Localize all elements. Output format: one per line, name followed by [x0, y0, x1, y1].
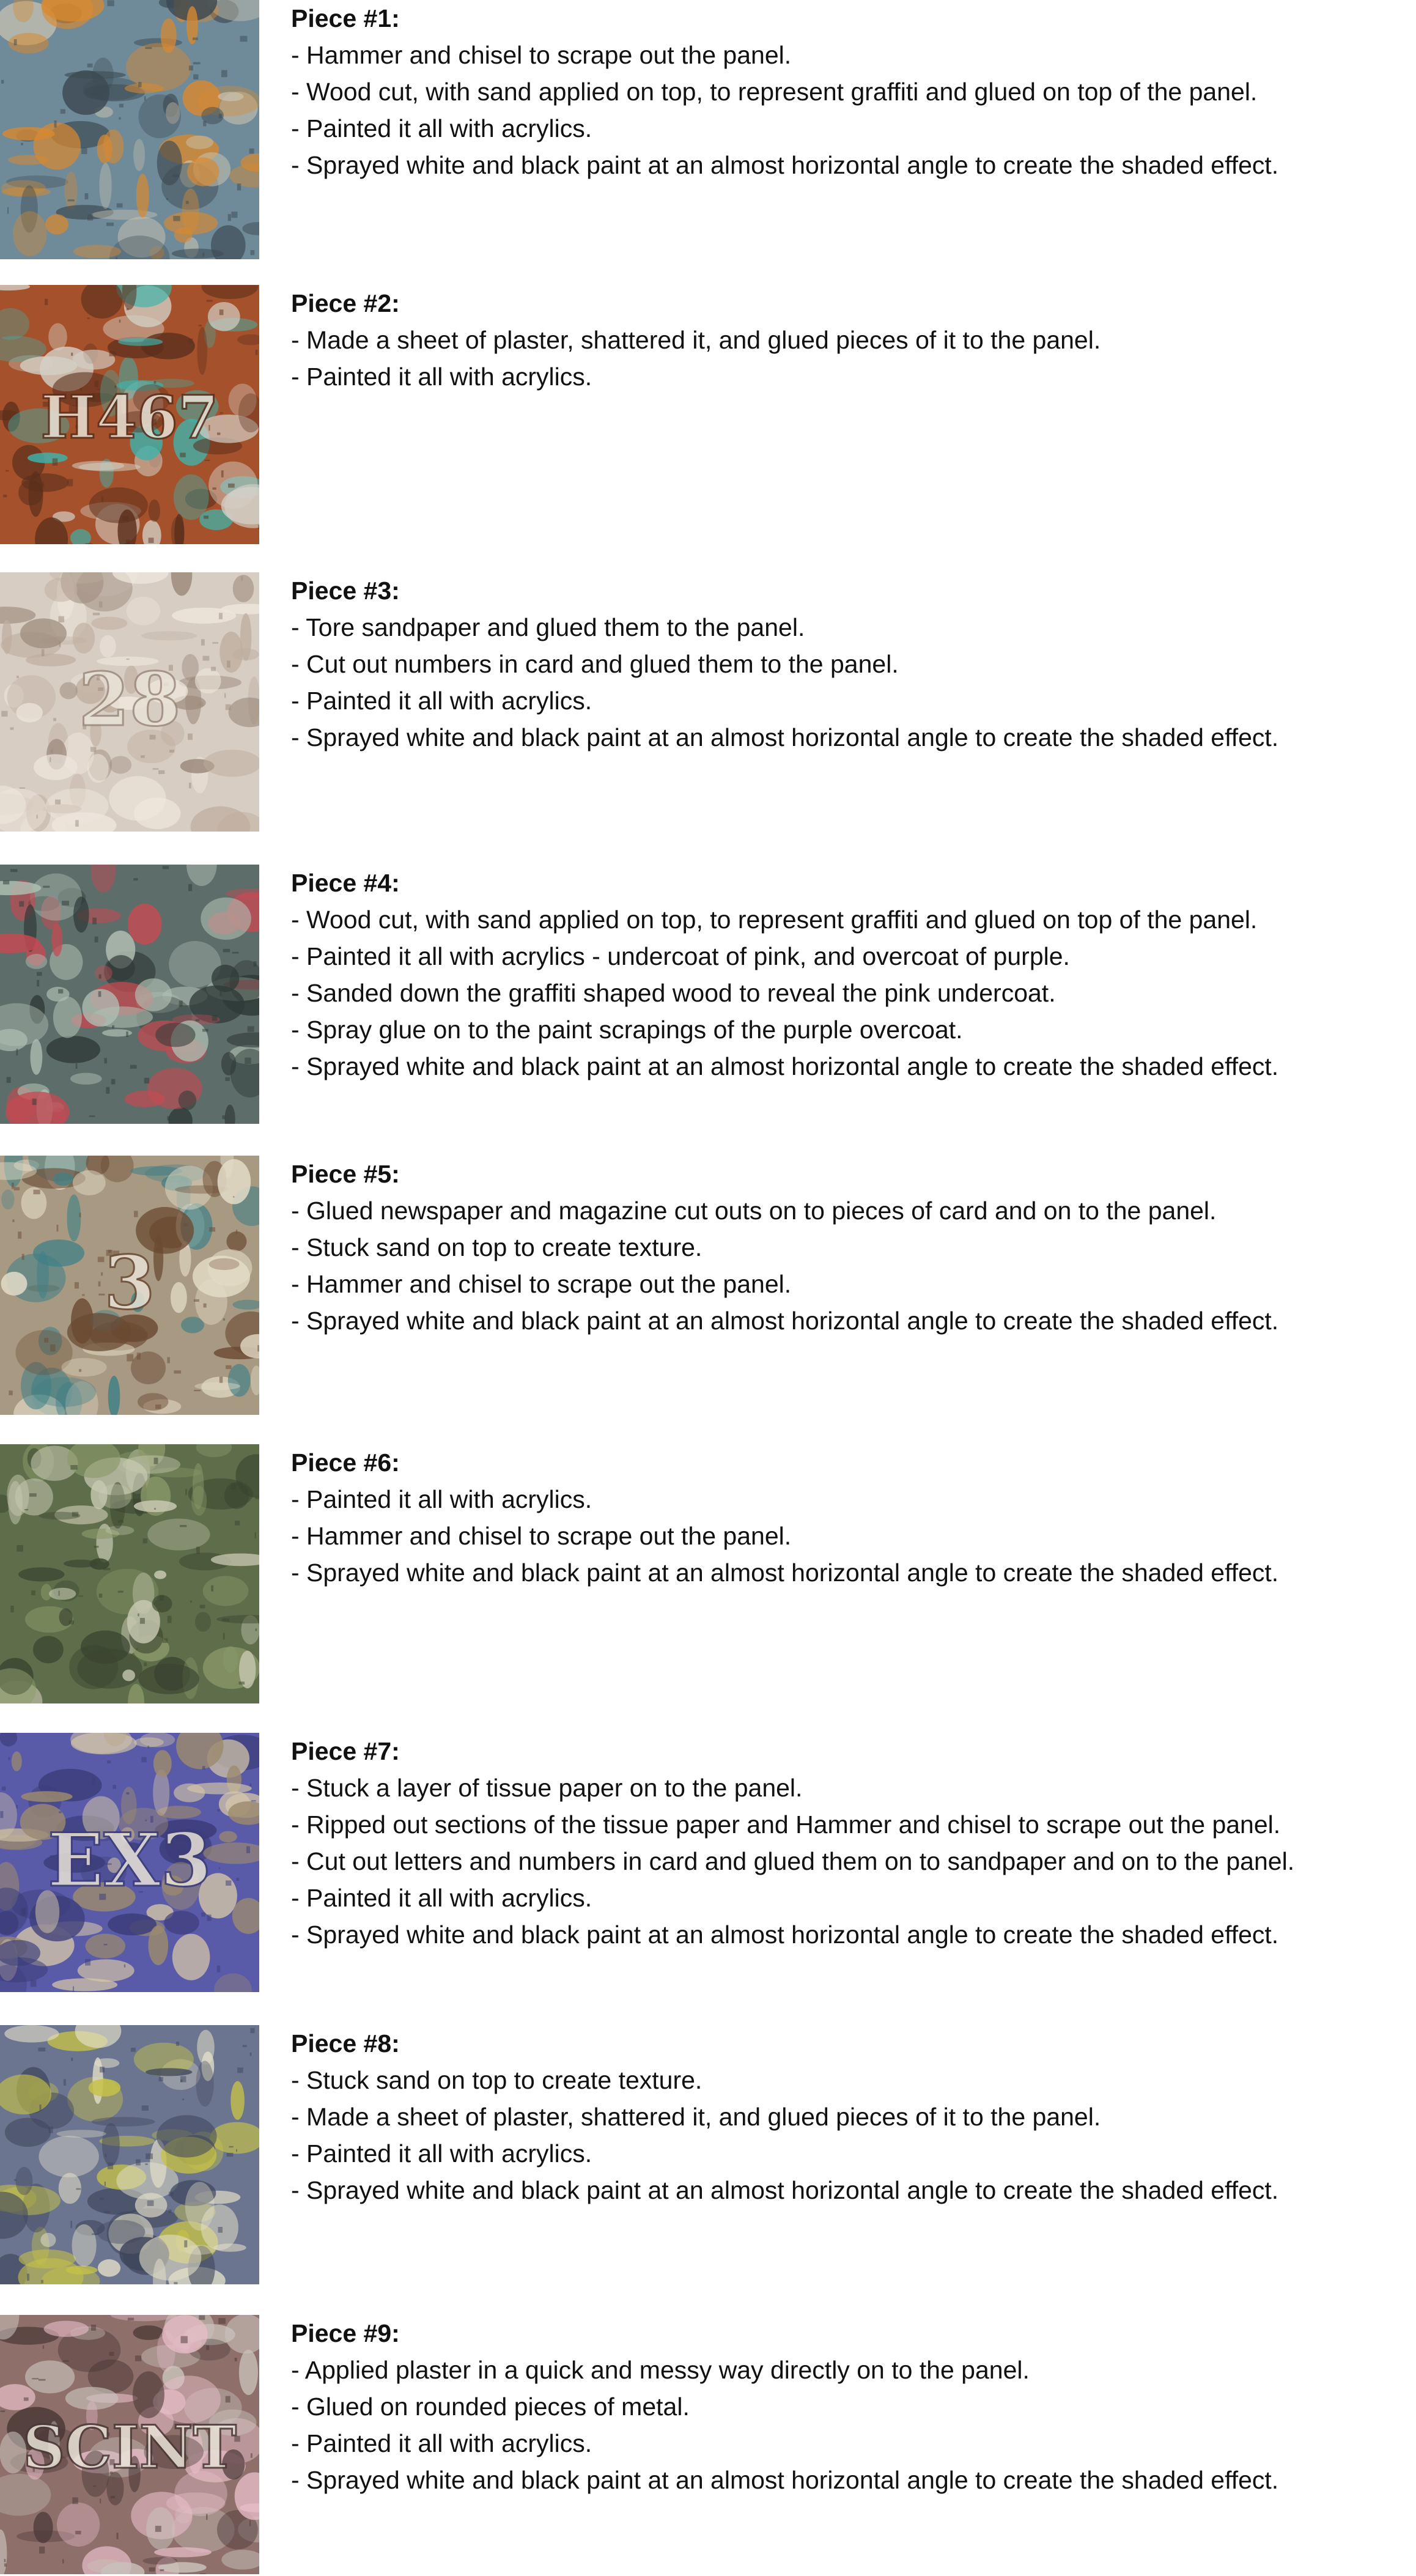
piece-row-5 — [0, 1156, 1416, 1415]
piece-row-6 — [0, 1444, 1416, 1703]
piece-step: - Applied plaster in a quick and messy way directly on to the panel. — [291, 2356, 1030, 2384]
piece-step: - Hammer and chisel to scrape out the panel. — [291, 41, 792, 69]
piece-title: Piece #5: — [291, 1160, 400, 1188]
artwork-stencil-text: SCINT — [23, 2413, 237, 2482]
piece-step: - Painted it all with acrylics. — [291, 114, 592, 142]
piece-step: - Sprayed white and black paint at an almost horizontal angle to create the shaded effect. — [291, 2466, 1279, 2494]
piece-description — [291, 285, 1410, 395]
artwork-thumbnail-5 — [0, 1156, 259, 1415]
piece-row-3 — [0, 572, 1416, 832]
piece-step: - Painted it all with acrylics. — [291, 2429, 592, 2457]
piece-row-9 — [0, 2315, 1416, 2574]
piece-row-2 — [0, 285, 1416, 544]
artwork-thumbnail-7 — [0, 1733, 259, 1992]
piece-title: Piece #1: — [291, 4, 400, 32]
piece-step: - Made a sheet of plaster, shattered it, and glued pieces of it to the panel. — [291, 326, 1101, 354]
piece-row-4 — [0, 865, 1416, 1124]
artwork-thumbnail-2 — [0, 285, 259, 544]
piece-step: - Sanded down the graffiti shaped wood to reveal the pink undercoat. — [291, 979, 1056, 1007]
piece-step: - Tore sandpaper and glued them to the panel. — [291, 613, 805, 641]
piece-step: - Sprayed white and black paint at an almost horizontal angle to create the shaded effect. — [291, 1921, 1279, 1949]
piece-title: Piece #2: — [291, 289, 400, 317]
piece-description — [291, 0, 1410, 183]
piece-step: - Hammer and chisel to scrape out the panel. — [291, 1270, 792, 1298]
piece-row-1 — [0, 0, 1416, 259]
piece-row-7 — [0, 1733, 1416, 1992]
piece-step: - Painted it all with acrylics - undercoat of pink, and overcoat of purple. — [291, 942, 1070, 970]
piece-step: - Wood cut, with sand applied on top, to represent graffiti and glued on top of the panel. — [291, 906, 1258, 934]
artwork-stencil-text: 3 — [104, 1240, 155, 1326]
piece-step: - Made a sheet of plaster, shattered it, and glued pieces of it to the panel. — [291, 2103, 1101, 2131]
piece-step: - Wood cut, with sand applied on top, to represent graffiti and glued on top of the panel. — [291, 78, 1258, 106]
piece-description — [291, 572, 1410, 756]
piece-description — [291, 2025, 1410, 2209]
piece-description — [291, 1156, 1410, 1339]
piece-title: Piece #7: — [291, 1737, 400, 1765]
artwork-thumbnail-6 — [0, 1444, 259, 1703]
piece-title: Piece #4: — [291, 869, 400, 897]
piece-image — [0, 865, 259, 1124]
artwork-stencil-text: H467 — [40, 383, 219, 452]
piece-image — [0, 572, 259, 832]
piece-step: - Sprayed white and black paint at an almost horizontal angle to create the shaded effect. — [291, 1559, 1279, 1587]
piece-description — [291, 865, 1410, 1085]
artwork-thumbnail-4 — [0, 865, 259, 1124]
piece-step: - Sprayed white and black paint at an almost horizontal angle to create the shaded effect. — [291, 1307, 1279, 1335]
artwork-thumbnail-1 — [0, 0, 259, 259]
piece-step: - Glued newspaper and magazine cut outs on to pieces of card and on to the panel. — [291, 1197, 1217, 1225]
piece-title: Piece #6: — [291, 1449, 400, 1477]
artwork-thumbnail-3 — [0, 572, 259, 832]
piece-description — [291, 1733, 1410, 1953]
piece-step: - Painted it all with acrylics. — [291, 1884, 592, 1912]
piece-image — [0, 285, 259, 544]
piece-step: - Stuck sand on top to create texture. — [291, 1233, 702, 1261]
artwork-thumbnail-8 — [0, 2025, 259, 2284]
piece-step: - Cut out numbers in card and glued them to the panel. — [291, 650, 899, 678]
artwork-stencil-text: 28 — [78, 657, 181, 743]
piece-step: - Sprayed white and black paint at an almost horizontal angle to create the shaded effect. — [291, 151, 1279, 179]
piece-title: Piece #8: — [291, 2029, 400, 2057]
piece-image — [0, 0, 259, 259]
piece-step: - Sprayed white and black paint at an almost horizontal angle to create the shaded effect. — [291, 1052, 1279, 1080]
artwork-stencil-text: EX3 — [47, 1817, 212, 1903]
piece-title: Piece #9: — [291, 2319, 400, 2347]
piece-image — [0, 2025, 259, 2284]
piece-step: - Stuck a layer of tissue paper on to the panel. — [291, 1774, 803, 1802]
piece-image — [0, 2315, 259, 2574]
piece-image — [0, 1156, 259, 1415]
piece-step: - Sprayed white and black paint at an almost horizontal angle to create the shaded effect. — [291, 723, 1279, 751]
piece-step: - Painted it all with acrylics. — [291, 2139, 592, 2168]
piece-title: Piece #3: — [291, 577, 400, 605]
piece-row-8 — [0, 2025, 1416, 2284]
piece-description — [291, 1444, 1410, 1591]
piece-image — [0, 1733, 259, 1992]
artwork-thumbnail-9 — [0, 2315, 259, 2574]
piece-step: - Glued on rounded pieces of metal. — [291, 2393, 690, 2421]
piece-step: - Hammer and chisel to scrape out the panel. — [291, 1522, 792, 1550]
piece-step: - Spray glue on to the paint scrapings of the purple overcoat. — [291, 1016, 963, 1044]
piece-step: - Painted it all with acrylics. — [291, 363, 592, 391]
piece-step: - Ripped out sections of the tissue paper and Hammer and chisel to scrape out the panel. — [291, 1810, 1281, 1839]
piece-step: - Stuck sand on top to create texture. — [291, 2066, 702, 2094]
piece-description — [291, 2315, 1410, 2498]
piece-step: - Cut out letters and numbers in card and glued them on to sandpaper and on to the panel. — [291, 1847, 1295, 1875]
piece-image — [0, 1444, 259, 1703]
piece-step: - Sprayed white and black paint at an almost horizontal angle to create the shaded effect. — [291, 2176, 1279, 2204]
piece-step: - Painted it all with acrylics. — [291, 687, 592, 715]
piece-step: - Painted it all with acrylics. — [291, 1485, 592, 1513]
